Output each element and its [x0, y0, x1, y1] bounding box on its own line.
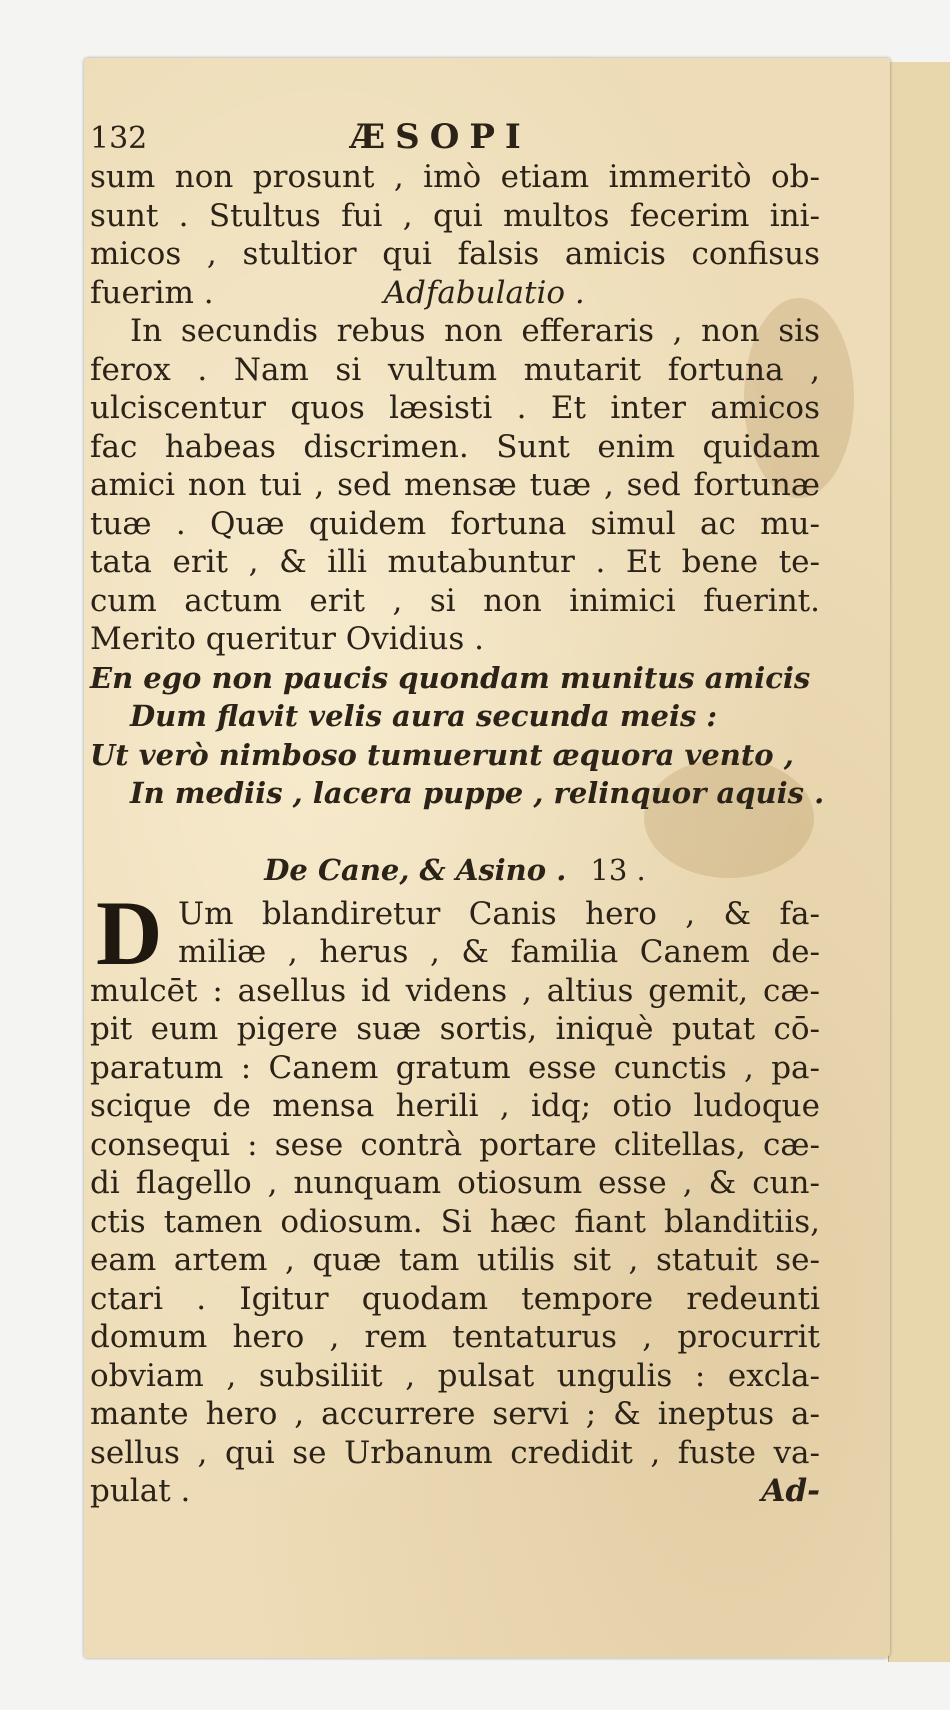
text-line: obviam , subsiliit , pulsat ungulis : excla- — [90, 1357, 820, 1394]
text-line-end: pulat . — [90, 1473, 191, 1509]
text-line: cum actum erit , si non inimici fuerint. — [90, 582, 820, 619]
text-line — [90, 274, 820, 313]
text-line: amici non tui , sed mensæ tuæ , sed fortunæ — [90, 467, 820, 503]
text-line: eam artem , quæ tam utilis sit , statuit se- — [90, 1242, 820, 1278]
text-line: In secundis rebus non efferaris , non sis — [130, 313, 820, 349]
fable-ending — [90, 158, 820, 312]
fable-body — [90, 881, 820, 1511]
text-line: consequi : sese contrà portare clitellas, cæ- — [90, 1126, 820, 1163]
text-line: ctari . Igitur quodam tempore redeunti — [90, 1280, 820, 1317]
text-line: tuæ . Quæ quidem fortuna simul ac mu- — [90, 505, 820, 542]
text-line-end: fuerim . — [90, 274, 214, 311]
text-line: di flagello , nunquam otiosum esse , & cun- — [90, 1165, 820, 1201]
text-line: miliæ , herus , & familia Canem de- — [178, 934, 820, 970]
text-line: ulciscentur quos læsisti . Et inter amicos — [90, 390, 820, 426]
page-text — [90, 117, 825, 1511]
page-number: 132 — [90, 121, 148, 156]
moral-paragraph — [90, 312, 820, 659]
text-line: Um blandiretur Canis hero , & fa- — [178, 895, 820, 932]
text-line: fac habeas discrimen. Sunt enim quidam — [90, 428, 820, 465]
drop-cap: D — [96, 881, 163, 984]
text-line: ferox . Nam si vultum mutarit fortuna , — [90, 351, 820, 388]
text-line: paratum : Canem gratum esse cunctis , pa- — [90, 1049, 820, 1086]
fable-title — [90, 851, 820, 895]
text-line: domum hero , rem tentaturus , procurrit — [90, 1319, 820, 1355]
text-line: sellus , qui se Urbanum credidit , fuste va- — [90, 1434, 820, 1471]
text-line: mulcēt : asellus id videns , altius gemit, cæ- — [90, 972, 820, 1009]
running-header — [90, 118, 820, 158]
text-line: scique de mensa herili , idq; otio ludoque — [90, 1088, 820, 1124]
verse-line: En ego non paucis quondam munitus amicis — [90, 660, 811, 695]
fable-title-text: De Cane, & Asino . — [264, 852, 567, 887]
ovid-verses — [90, 659, 825, 813]
text-line: pit eum pigere suæ sortis, iniquè putat cō- — [90, 1011, 820, 1047]
text-line: Merito queritur Ovidius . — [90, 621, 484, 657]
text-line: sunt . Stultus fui , qui multos fecerim ini- — [90, 197, 820, 234]
text-line: ctis tamen odiosum. Si hæc fiant blanditiis, — [90, 1203, 820, 1240]
adfabulatio-heading: Adfabulatio . — [383, 274, 585, 311]
text-line: sum non prosunt , imò etiam immeritò ob- — [90, 159, 820, 195]
catchword: Ad- — [761, 1473, 820, 1509]
text-line: micos , stultior qui falsis amicis confisus — [90, 236, 820, 272]
text-line: tata erit , & illi mutabuntur . Et bene te- — [90, 544, 820, 580]
adjacent-page-edge — [888, 62, 950, 1662]
verse-line: In mediis , lacera puppe , relinquor aquis . — [130, 776, 825, 810]
last-line — [90, 1472, 820, 1511]
fable-number: 13 . — [590, 852, 646, 887]
text-line: mante hero , accurrere servi ; & ineptus a- — [90, 1396, 820, 1432]
verse-line: Ut verò nimboso tumuerunt æquora vento , — [90, 737, 794, 772]
running-title: ÆSOPI — [350, 117, 531, 157]
verse-line: Dum flavit velis aura secunda meis : — [130, 699, 718, 733]
